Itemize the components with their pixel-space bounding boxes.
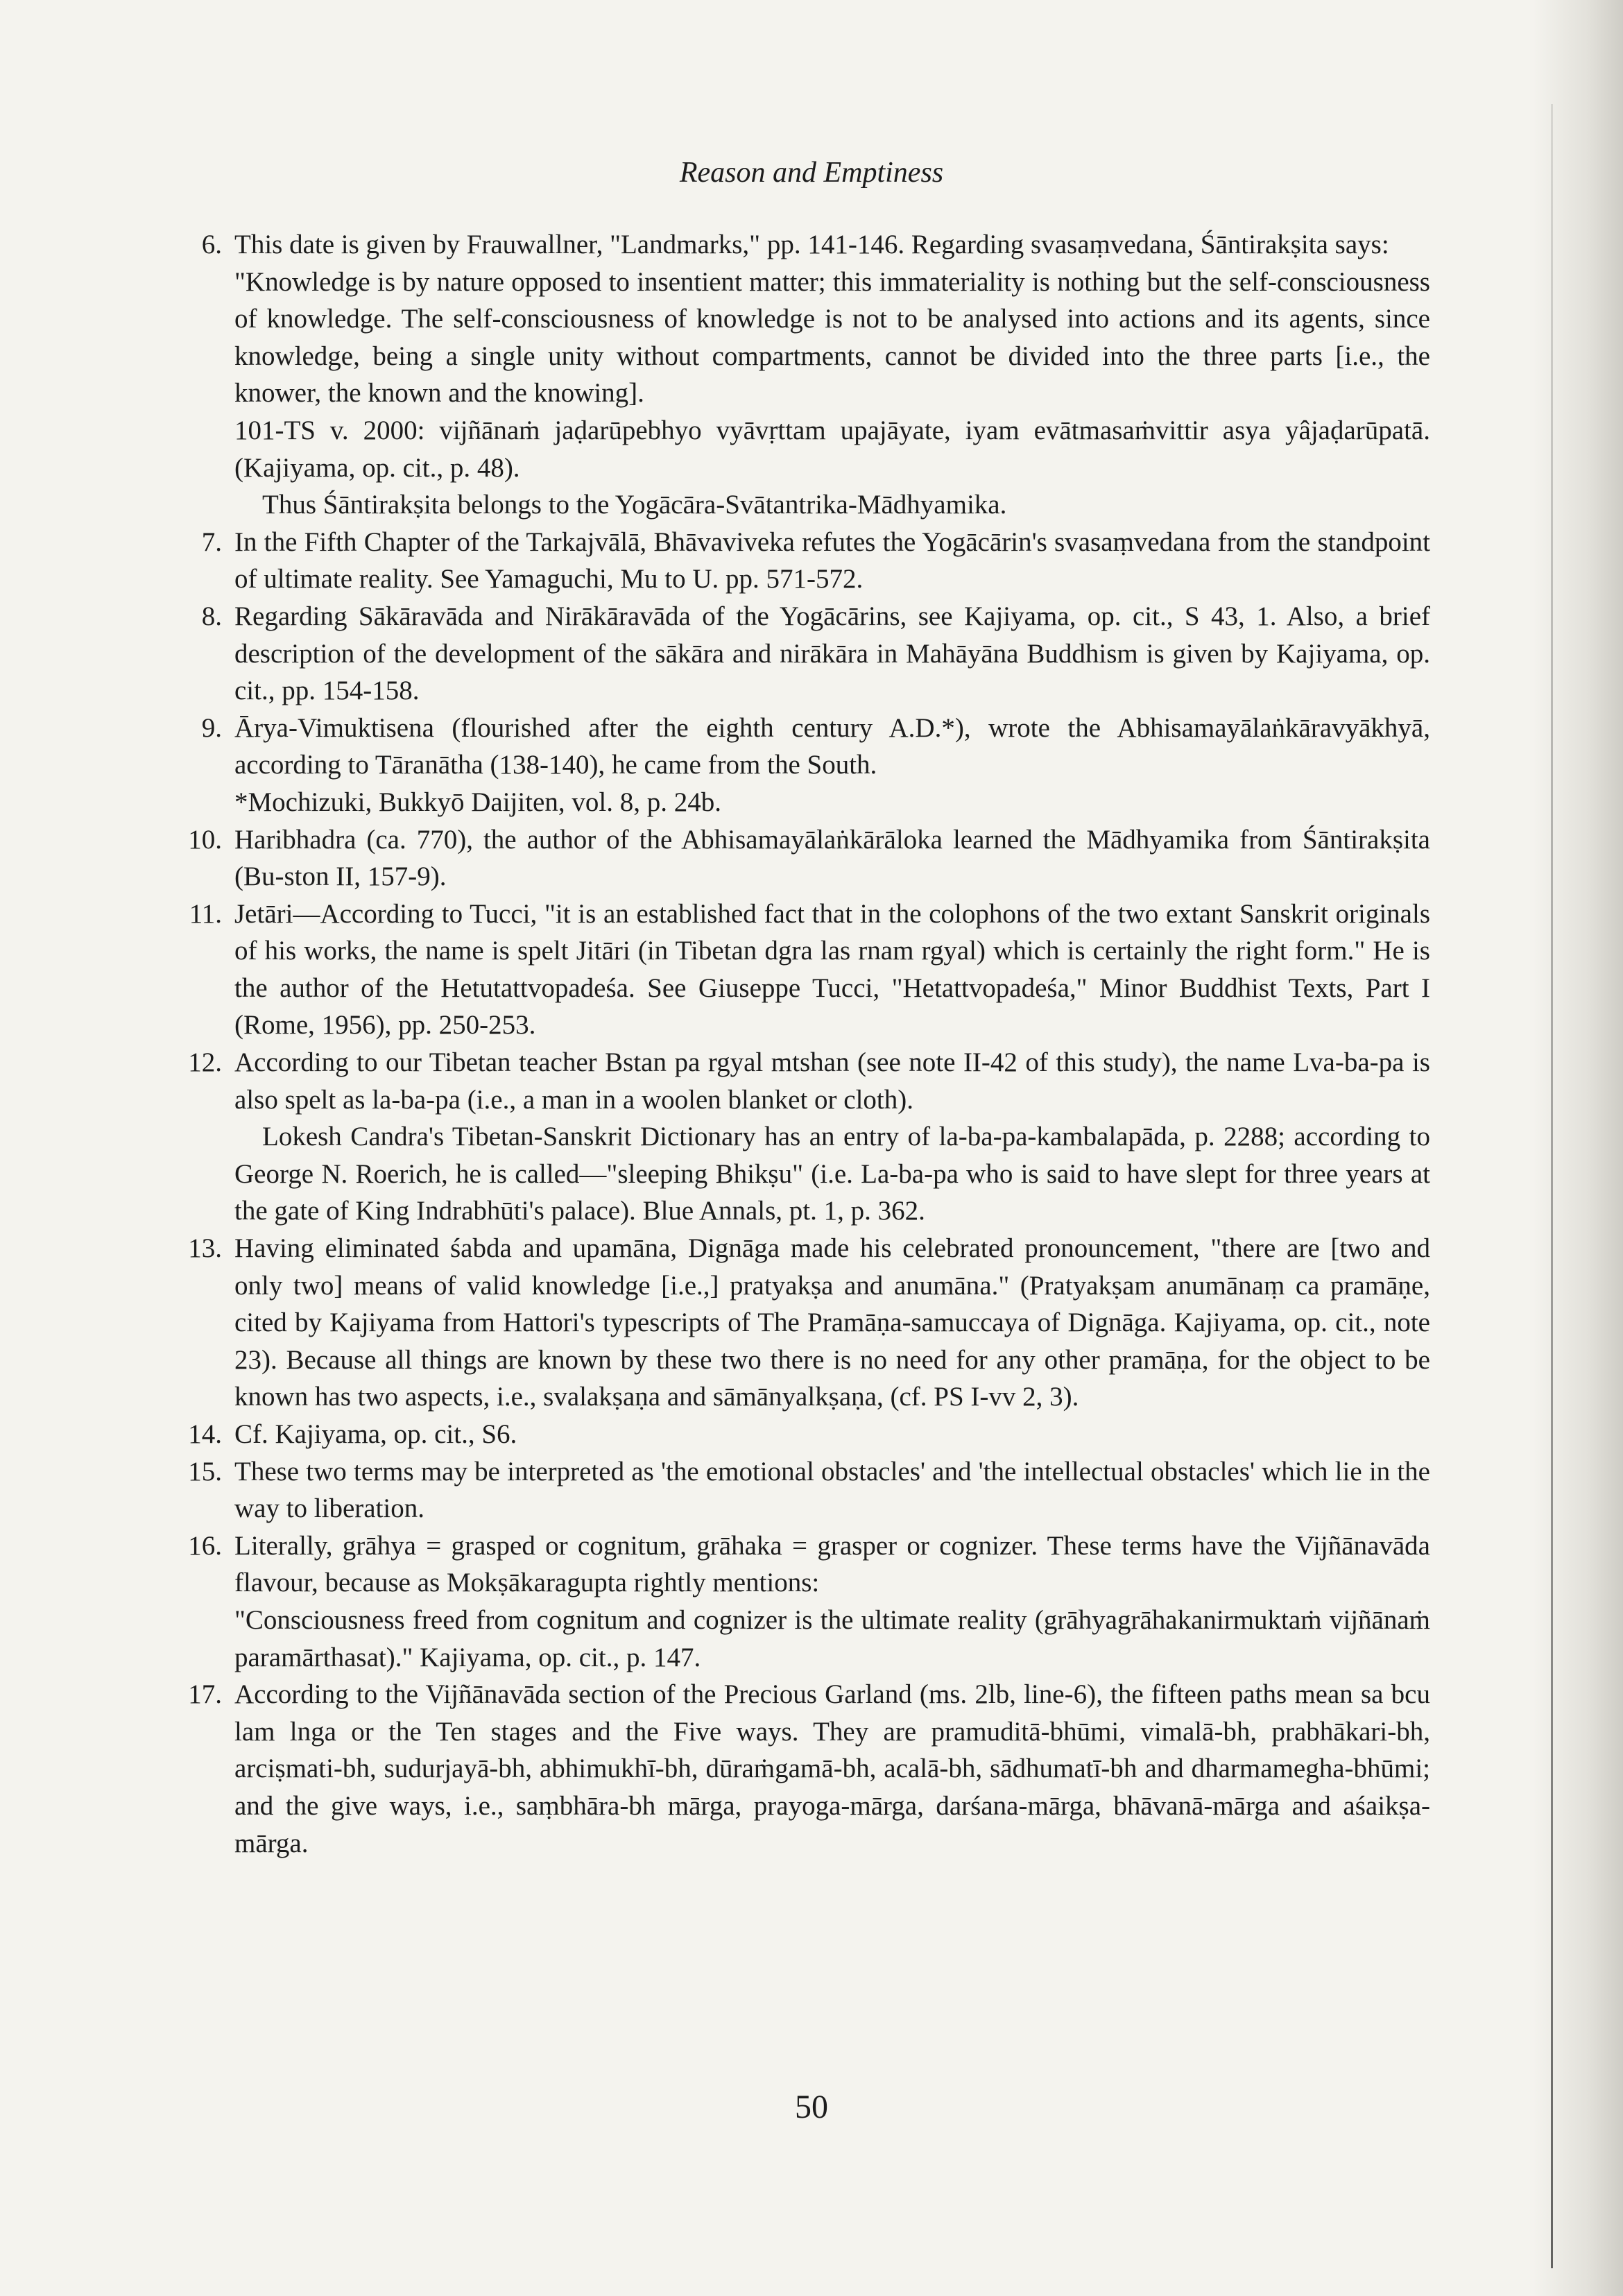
note-8 bbox=[182, 598, 1430, 710]
note-text: In the Fifth Chapter of the Tarkajvālā, Bhāvaviveka refutes the Yogācārin's svasaṃvedana from the standpoint of ultimate reality. See Yamaguchi, Mu to U. pp. 571-572. bbox=[234, 526, 1430, 594]
note-number: 16. bbox=[188, 1530, 222, 1561]
note-17 bbox=[182, 1676, 1430, 1862]
note-15 bbox=[182, 1453, 1430, 1527]
note-9 bbox=[182, 710, 1430, 821]
scan-shadow-edge bbox=[1533, 0, 1623, 2296]
note-14 bbox=[182, 1416, 1430, 1453]
note-12 bbox=[182, 1044, 1430, 1230]
note-text: According to the Vijñānavāda section of the Precious Garland (ms. 2lb, line-6), the fifteen paths mean sa bcu lam lnga or the Ten stages and the Five ways. They are pramuditā-bhūmi, vimalā-bh, prabhākari-bh, arciṣmati-bh, sudurjayā-bh, abhimukhī-bh, dūraṁgamā-bh, acalā-bh, sādhumatī-bh and dharmamegha-bhūmi; and the give ways, i.e., saṃbhāra-bh mārga, prayoga-mārga, darśana-mārga, bhāvanā-mārga and aśaikṣa-mārga. bbox=[234, 1679, 1430, 1858]
note-citation: 101-TS v. 2000: vijñānaṁ jaḍarūpebhyo vyāvṛttam upajāyate, iyam evātmasaṁvittir asya yâjaḍarūpatā. (Kajiyama, op. cit., p. 48). bbox=[234, 415, 1430, 483]
note-number: 17. bbox=[188, 1679, 222, 1710]
note-text: This date is given by Frauwallner, "Landmarks," pp. 141-146. Regarding svasaṃvedana, Śāntirakṣita says: bbox=[234, 230, 1389, 259]
note-footnote: *Mochizuki, Bukkyō Daijiten, vol. 8, p. 24b. bbox=[234, 787, 721, 817]
running-head: Reason and Emptiness bbox=[679, 157, 944, 189]
page-number: 50 bbox=[795, 2089, 828, 2125]
note-text: Regarding Sākāravāda and Nirākāravāda of the Yogācārins, see Kajiyama, op. cit., S 43, 1. Also, a brief description of the development of the sākāra and nirākāra in Mahāyāna Buddhism is given by Kajiyama, op. cit., pp. 154-158. bbox=[234, 601, 1430, 706]
note-text: Thus Śāntirakṣita belongs to the Yogācāra-Svātantrika-Mādhyamika. bbox=[262, 490, 1007, 520]
note-text: According to our Tibetan teacher Bstan pa rgyal mtshan (see note II-42 of this study), the name Lva-ba-pa is also spelt as la-ba-pa (i.e., a man in a woolen blanket or cloth). bbox=[234, 1047, 1430, 1115]
note-7 bbox=[182, 524, 1430, 598]
note-text: Ārya-Vimuktisena (flourished after the eighth century A.D.*), wrote the Abhisamayālaṅkāravyākhyā, according to Tāranātha (138-140), he came from the South. bbox=[234, 712, 1430, 780]
note-number: 6. bbox=[201, 230, 222, 259]
note-quote: "Knowledge is by nature opposed to insentient matter; this immateriality is nothing but the self-consciousness of knowledge. The self-consciousness of knowledge is not to be analysed into actions and its agents, since knowledge, being a single unity without compartments, cannot be divided into the three parts [i.e., the knower, the known and the knowing]. bbox=[234, 266, 1430, 409]
note-text: These two terms may be interpreted as 'the emotional obstacles' and 'the intellectual obstacles' which lie in the way to liberation. bbox=[234, 1456, 1430, 1524]
note-number: 9. bbox=[201, 712, 222, 743]
note-text: Literally, grāhya = grasped or cognitum, grāhaka = grasper or cognizer. These terms have the Vijñānavāda flavour, because as Mokṣākaragupta rightly mentions: bbox=[234, 1530, 1430, 1598]
note-6 bbox=[182, 226, 1430, 524]
note-16 bbox=[182, 1527, 1430, 1676]
note-11 bbox=[182, 896, 1430, 1044]
note-10 bbox=[182, 821, 1430, 896]
scan-binding-line bbox=[1551, 104, 1553, 2268]
note-number: 10. bbox=[188, 824, 222, 855]
note-text: Having eliminated śabda and upamāna, Dignāga made his celebrated pronouncement, "there are [two and only two] means of valid knowledge [i.e.,] pratyakṣa and anumāna." (Pratyakṣam anumānaṃ ca pramāṇe, cited by Kajiyama from Hattori's typescripts of The Pramāṇa-samuccaya of Dignāga. Kajiyama, op. cit., note 23). Because all things are known by these two there is no need for any other pramāṇa, for the object to be known has two aspects, i.e., svalakṣaṇa and sāmānyalkṣaṇa, (cf. PS I-vv 2, 3). bbox=[234, 1233, 1430, 1412]
note-text: Haribhadra (ca. 770), the author of the Abhisamayālaṅkārāloka learned the Mādhyamika from Śāntirakṣita (Bu-ston II, 157-9). bbox=[234, 824, 1430, 892]
note-number: 14. bbox=[188, 1419, 222, 1449]
note-13 bbox=[182, 1230, 1430, 1416]
note-number: 11. bbox=[189, 898, 222, 929]
endnotes-list bbox=[182, 226, 1430, 1862]
note-number: 13. bbox=[188, 1233, 222, 1264]
note-number: 15. bbox=[188, 1456, 222, 1487]
note-number: 7. bbox=[201, 526, 222, 557]
note-number: 12. bbox=[188, 1047, 222, 1078]
note-text: Cf. Kajiyama, op. cit., S6. bbox=[234, 1419, 517, 1449]
note-quote: "Consciousness freed from cognitum and cognizer is the ultimate reality (grāhyagrāhakanirmuktaṁ vijñānaṁ paramārthasat)." Kajiyama, op. cit., p. 147. bbox=[234, 1604, 1430, 1672]
note-text: Jetāri—According to Tucci, "it is an established fact that in the colophons of the two extant Sanskrit originals of his works, the name is spelt Jitāri (in Tibetan dgra las rnam rgyal) which is certainly the right form." He is the author of the Hetutattvopadeśa. See Giuseppe Tucci, "Hetattvopadeśa," Minor Buddhist Texts, Part I (Rome, 1956), pp. 250-253. bbox=[234, 898, 1430, 1040]
note-text: Lokesh Candra's Tibetan-Sanskrit Dictionary has an entry of la-ba-pa-kambalapāda, p. 2288; according to George N. Roerich, he is called—"sleeping Bhikṣu" (i.e. La-ba-pa who is said to have slept for three years at the gate of King Indrabhūti's palace). Blue Annals, pt. 1, p. 362. bbox=[234, 1122, 1430, 1226]
note-number: 8. bbox=[201, 601, 222, 631]
